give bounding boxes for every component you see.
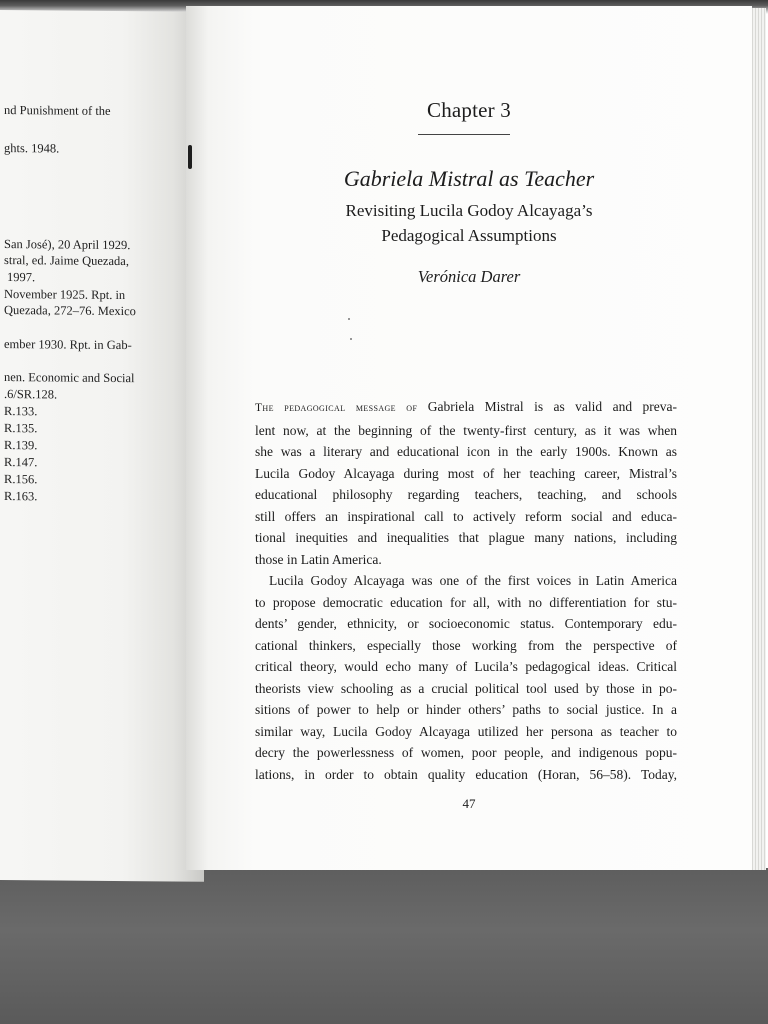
page-number: 47 — [462, 796, 476, 811]
body-line: those in Latin America. — [255, 551, 382, 567]
scan-speck — [348, 318, 350, 320]
left-line: R.139. — [4, 438, 38, 453]
body-line-text: Gabriela Mistral is as valid and preva- — [417, 399, 677, 414]
left-line: ghts. 1948. — [4, 141, 60, 156]
body-line: dents’ gender, ethnicity, or socioeconomic status. Contemporary edu- — [255, 616, 677, 631]
body-line: educational philosophy regarding teachers, teaching, and schools — [255, 487, 677, 502]
body-line: critical theory, would echo many of Lucila’s pedagogical ideas. Critical — [255, 659, 677, 674]
left-page — [0, 10, 204, 882]
body-line — [255, 396, 677, 420]
chapter-author: Verónica Darer — [417, 267, 521, 286]
subtitle-line: Pedagogical Assumptions — [381, 226, 557, 245]
gutter-mark — [188, 145, 192, 169]
chapter-subtitle — [186, 198, 752, 248]
subtitle-line: Revisiting Lucila Godoy Alcayaga’s — [345, 201, 593, 220]
body-line: she was a literary and educational icon in the early 1900s. Known as — [255, 444, 677, 459]
chapter-rule — [418, 134, 510, 135]
left-line: November 1925. Rpt. in — [4, 287, 126, 303]
body-line: similar way, Lucila Godoy Alcayaga utilized her persona as teacher to — [255, 723, 677, 739]
left-line: Quezada, 272–76. Mexico — [4, 303, 136, 319]
left-line: R.156. — [4, 472, 38, 487]
left-line: R.133. — [4, 404, 38, 419]
body-line: cational thinkers, especially those working from the perspective of — [255, 637, 677, 653]
body-line: Lucila Godoy Alcayaga was one of the first voices in Latin America — [269, 573, 677, 588]
body-line: still offers an inspirational call to actively reform social and educa- — [255, 508, 677, 524]
body-line: lations, in order to obtain quality education (Horan, 56–58). Today, — [255, 766, 677, 782]
right-page — [186, 6, 752, 870]
body-line: sitions of power to help or hinder others’ paths to social justice. In a — [255, 702, 677, 717]
body-text — [255, 396, 677, 785]
scan-speck — [350, 338, 352, 340]
scanner-bed-shadow — [0, 868, 768, 1024]
chapter-title: Gabriela Mistral as Teacher — [343, 166, 595, 191]
left-line: .6/SR.128. — [4, 387, 58, 402]
body-line: decry the powerlessness of women, poor people, and indigenous popu- — [255, 745, 677, 760]
left-line: R.147. — [4, 455, 38, 470]
left-line: 1997. — [7, 270, 36, 285]
body-line: lent now, at the beginning of the twenty-first century, as it was when — [255, 422, 677, 438]
body-line: theorists view schooling as a crucial political tool used by those in po- — [255, 680, 677, 696]
left-line: nd Punishment of the — [4, 103, 111, 118]
left-line: R.163. — [4, 489, 38, 504]
body-line: tional inequities and inequalities that plague many nations, including — [255, 530, 677, 545]
page-stack-edge — [752, 8, 766, 870]
left-line: San José), 20 April 1929. — [4, 237, 131, 253]
left-line: R.135. — [4, 421, 38, 436]
body-line: to propose democratic education for all, with no differentiation for stu- — [255, 594, 677, 610]
lead-in-smallcaps: The pedagogical message of — [255, 402, 418, 414]
left-line: ember 1930. Rpt. in Gab- — [4, 337, 132, 353]
left-line: stral, ed. Jaime Quezada, — [4, 253, 129, 269]
chapter-label: Chapter 3 — [426, 98, 512, 122]
left-line: nen. Economic and Social — [4, 370, 135, 386]
body-line: Lucila Godoy Alcayaga during most of her teaching career, Mistral’s — [255, 465, 677, 481]
